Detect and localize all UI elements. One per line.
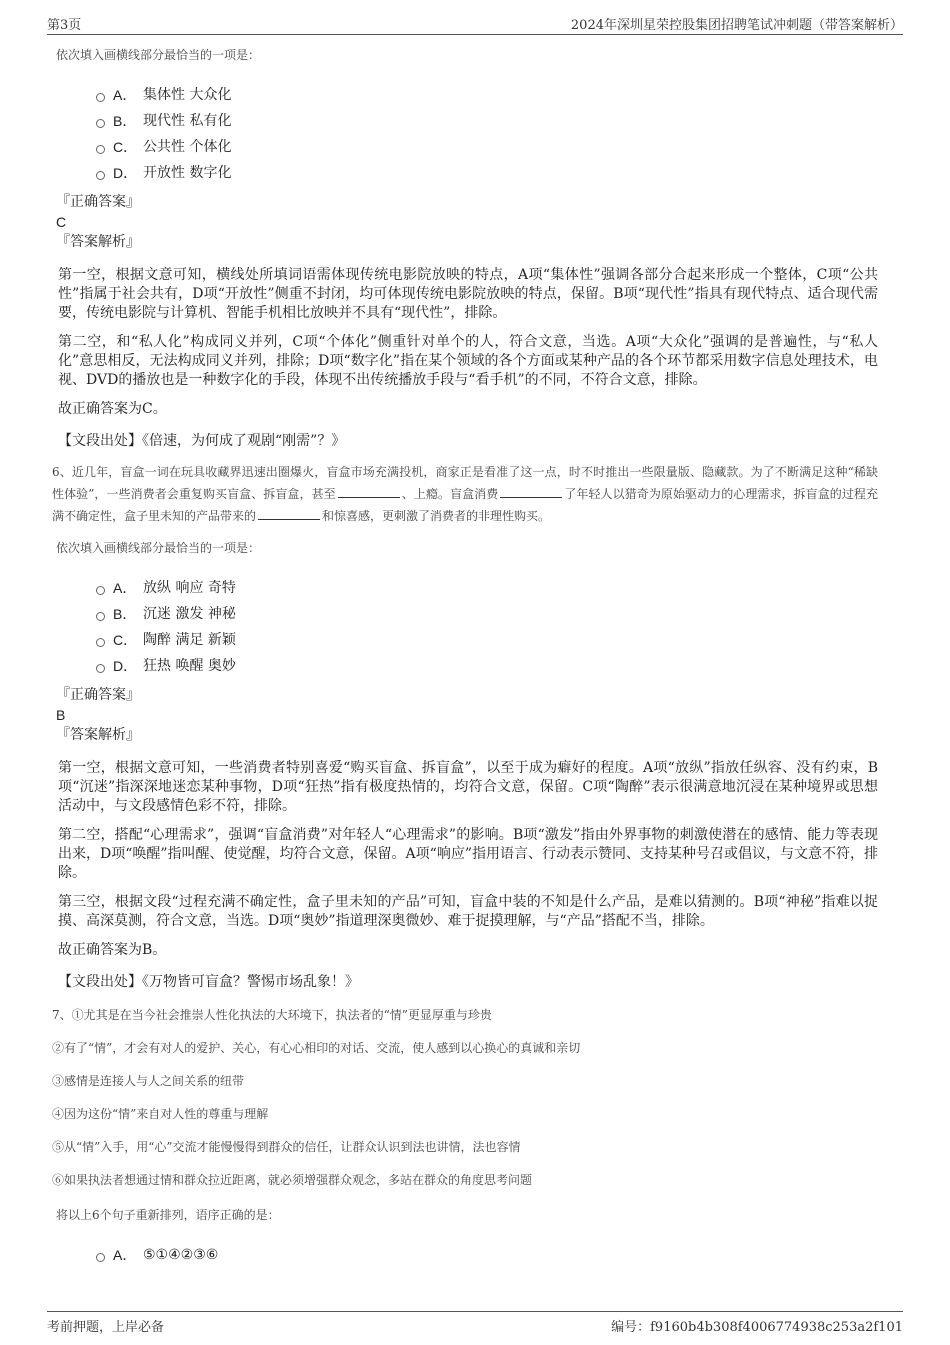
q7-option-a[interactable]: A． ⑤①④②③⑥ [96, 1242, 878, 1268]
q7-sentence: ③感情是连接人与人之间关系的纽带 [52, 1074, 245, 1088]
q7-sentence: ②有了“情”，才会有对人的爱护、关心，有心心相印的对话、交流，使人感到以心换心的真诚和亲切 [52, 1041, 581, 1055]
blank-line [258, 507, 320, 520]
q6-question-text: 6、近几年，盲盒一词在玩具收藏界迅速出圈爆火，盲盒市场充满投机，商家正是看准了这一点，时不时推出一些限量版、隐藏款。为了不断满足这种“稀缺性体验”，一些消费者会重复购买盲盒、拆盲盒，甚至 、上瘾。盲盒消费 了年轻人以猎奇为原始驱动力的心理需求，拆盲盒的过程充满不确定性，盒子里未知的产品带来的 和惊喜感，更刺激了消费者的非理性购买。 [52, 465, 878, 523]
q6-options [96, 575, 878, 679]
q7-sentence: 7、①尤其是在当今社会推崇人性化执法的大环境下，执法者的“情”更显厚重与珍贵 [52, 1008, 492, 1022]
q6-answer-label: 『正确答案』 [56, 687, 140, 703]
q5-prompt: 依次填入画横线部分最恰当的一项是： [56, 48, 261, 62]
footer-slogan: 考前押题，上岸必备 [47, 1320, 165, 1335]
radio-icon[interactable] [96, 664, 105, 673]
q7-sentence: ⑤从“情”入手，用“心”交流才能慢慢得到群众的信任，让群众认识到法也讲情，法也容情 [52, 1140, 521, 1154]
q5-source: 【文段出处】《倍速，为何成了观剧“刚需”？》 [58, 433, 346, 449]
main-content [52, 38, 878, 1274]
page-footer [47, 1311, 903, 1334]
q6-option-d[interactable]: D． 狂热 唤醒 奥妙 [96, 653, 878, 679]
radio-icon[interactable] [96, 1253, 105, 1262]
page-header [47, 14, 903, 35]
q6-analysis-paragraph: 第一空，根据文意可知，一些消费者特别喜爱“购买盲盒、拆盲盒”，以至于成为癖好的程度。A项“放纵”指放任纵容、没有约束，B项“沉迷”指深深地迷恋某种事物，D项“狂热”指有极度热情的，均符合文意，保留。C项“陶醉”表示很满意地沉浸在某种境界或思想活动中，与文段感情色彩不符，排除。 [58, 760, 878, 814]
q6-analysis-paragraph: 第二空，搭配“心理需求”，强调“盲盒消费”对年轻人“心理需求”的影响。B项“激发”指由外界事物的刺激使潜在的感情、能力等表现出来，D项“唤醒”指叫醒、使觉醒，均符合文意，保留。A项“响应”指用语言、行动表示赞同、支持某种号召或倡议，与文意不符，排除。 [58, 827, 878, 881]
blank-line [500, 485, 562, 498]
q5-analysis-label: 『答案解析』 [56, 234, 140, 250]
radio-icon[interactable] [96, 612, 105, 621]
radio-icon[interactable] [96, 171, 105, 180]
radio-icon[interactable] [96, 119, 105, 128]
q6-analysis-label: 『答案解析』 [56, 727, 140, 743]
q6-option-c[interactable]: C． 陶醉 满足 新颖 [96, 627, 878, 653]
q5-analysis-paragraph: 第一空，根据文意可知，横线处所填词语需体现传统电影院放映的特点，A项“集体性”强调各部分合起来形成一个整体，C项“公共性”指属于社会共有，D项“开放性”侧重不封闭，均可体现传统电影院放映的特点，保留。B项“现代性”指具有现代特点、适合现代需要，传统电影院与计算机、智能手机相比放映并不具有“现代性”，排除。 [58, 267, 878, 321]
q5-answer: C [56, 214, 67, 230]
q7-sentence: ④因为这份“情”来自对人性的尊重与理解 [52, 1107, 269, 1121]
blank-line [338, 485, 400, 498]
page-number: 第3页 [47, 18, 82, 33]
document-id: 编号：f9160b4b308f4006774938c253a2f101 [611, 1320, 903, 1335]
q6-option-a[interactable]: A． 放纵 响应 奇特 [96, 575, 878, 601]
radio-icon[interactable] [96, 145, 105, 154]
radio-icon[interactable] [96, 93, 105, 102]
radio-icon[interactable] [96, 638, 105, 647]
q5-option-c[interactable]: C． 公共性 个体化 [96, 134, 878, 160]
q5-option-d[interactable]: D． 开放性 数字化 [96, 160, 878, 186]
q6-conclusion: 故正确答案为B。 [58, 942, 167, 958]
q5-answer-label: 『正确答案』 [56, 194, 140, 210]
q6-prompt: 依次填入画横线部分最恰当的一项是： [56, 541, 261, 555]
q5-analysis-paragraph: 第二空，和“私人化”构成同义并列，C项“个体化”侧重针对单个的人，符合文意，当选。A项“大众化”强调的是普遍性，与“私人化”意思相反，无法构成同义并列，排除；D项“数字化”指在某个领域的各个方面或某种产品的各个环节都采用数字信息处理技术，电视、DVD的播放也是一种数字化的手段，体现不出传统播放手段与“看手机”的不同，不符合文意，排除。 [58, 334, 878, 388]
q6-source: 【文段出处】《万物皆可盲盒？警惕市场乱象！》 [58, 974, 359, 990]
document-title: 2024年深圳星荣控股集团招聘笔试冲刺题（带答案解析） [570, 18, 903, 33]
q5-options [96, 82, 878, 186]
q6-analysis-paragraph: 第三空，根据文段“过程充满不确定性，盒子里未知的产品”可知，盲盒中装的不知是什么产品，是难以猜测的。B项“神秘”指难以捉摸、高深莫测，符合文意，当选。D项“奥妙”指道理深奥微妙、难于捉摸理解，与“产品”搭配不当，排除。 [58, 894, 878, 929]
q5-option-b[interactable]: B． 现代性 私有化 [96, 108, 878, 134]
q6-answer: B [56, 707, 66, 723]
q6-option-b[interactable]: B． 沉迷 激发 神秘 [96, 601, 878, 627]
q5-option-a[interactable]: A． 集体性 大众化 [96, 82, 878, 108]
radio-icon[interactable] [96, 586, 105, 595]
q7-prompt: 将以上6个句子重新排列，语序正确的是： [56, 1208, 280, 1222]
q7-options [96, 1242, 878, 1268]
q7-sentences [52, 1006, 878, 1189]
q7-sentence: ⑥如果执法者想通过情和群众拉近距离，就必须增强群众观念，多站在群众的角度思考问题 [52, 1173, 533, 1187]
q5-conclusion: 故正确答案为C。 [58, 401, 167, 417]
